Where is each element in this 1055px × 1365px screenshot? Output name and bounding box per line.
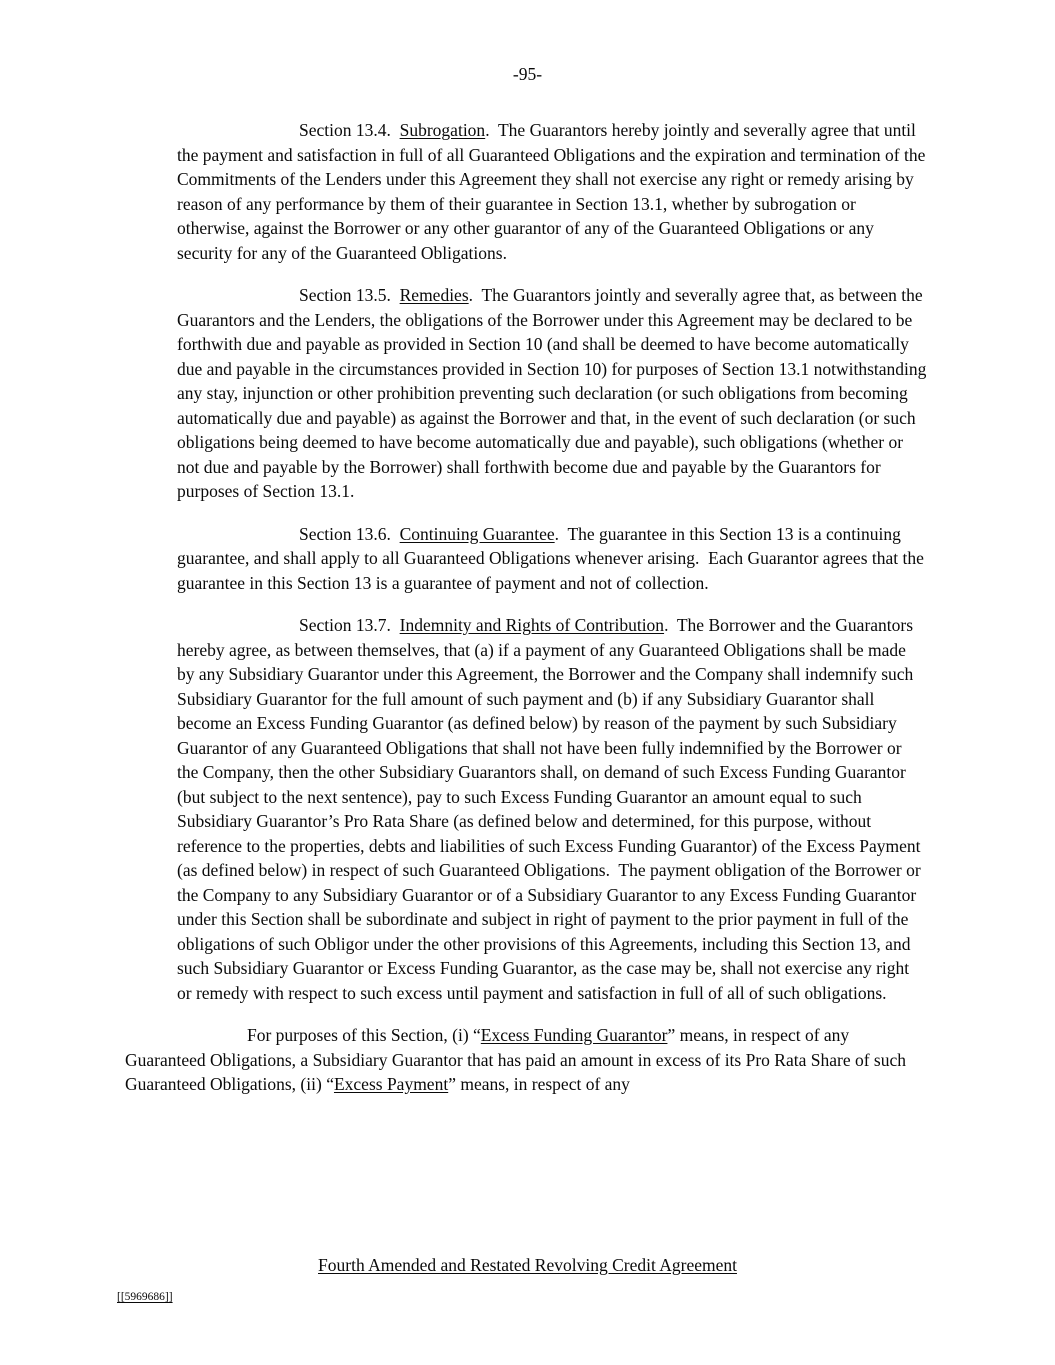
section-13-7-label: Section 13.7. — [299, 615, 400, 635]
section-13-6-paragraph — [177, 522, 927, 596]
footer-agreement-title-text: Fourth Amended and Restated Revolving Credit Agreement — [318, 1255, 737, 1275]
section-13-4-label: Section 13.4. — [299, 120, 400, 140]
section-13-5-label: Section 13.5. — [299, 285, 400, 305]
closing-paragraph — [125, 1023, 931, 1097]
closing-text-1: For purposes of this Section, (i) “ — [247, 1025, 481, 1045]
footer-agreement-title — [0, 1254, 1055, 1276]
page-number: -95- — [512, 64, 543, 84]
section-13-5-paragraph — [177, 283, 931, 504]
defined-term-excess-funding-guarantor: Excess Funding Guarantor — [480, 1025, 668, 1045]
section-13-6-label: Section 13.6. — [299, 523, 400, 544]
section-13-5-text: . The Guarantors jointly and severally agree that, as between the Guarantors and the Lenders, the obligations of the Borrower under this Agreement may be declared to be forthwith due and payable as provided in Section 10 (and shall be deemed to have become automatically due and payable in the circumstances provided in Section 10) for purposes of Section 13.1 notwithstanding any stay, injunction or other prohibition preventing such declaration (or such obligations from becoming automatically due and payable) as against the Borrower and that, in the event of such declaration (or such obligations being deemed to have become automatically due and payable), such obligations (whether or not due and payable by the Borrower) shall forthwith become due and payable by the Guarantors for purposes of Section 13.1. — [177, 285, 931, 501]
section-13-7-text: . The Borrower and the Guarantors hereby agree, as between themselves, that (a) if a payment of any Guaranteed Obligations shall be made by any Subsidiary Guarantor under this Agreement, the Borrower and the Company shall indemnify such Subsidiary Guarantor for the full amount of such payment and (b) if any Subsidiary Guarantor shall become an Excess Funding Guarantor (as defined below) by reason of the payment by such Subsidiary Guarantor of any Guaranteed Obligations that shall not have been fully indemnified by the Borrower or the Company, then the other Subsidiary Guarantors shall, on demand of such Excess Funding Guarantor (but subject to the next sentence), pay to such Excess Funding Guarantor an amount equal to such Subsidiary Guarantor’s Pro Rata Share (as defined below and determined, for this purpose, without reference to the properties, debts and liabilities of such Excess Funding Guarantor) of the Excess Payment (as defined below) in respect of such Guaranteed Obligations. The payment obligation of the Borrower or the Company to any Subsidiary Guarantor or of a Subsidiary Guarantor to any Excess Funding Guarantor under this Section shall be subordinate and subject in right of payment to the prior payment in full of the obligations of such Obligor under the other provisions of this Agreements, including this Section 13, and such Subsidiary Guarantor or Excess Funding Guarantor, as the case may be, shall not exercise any right or remedy with respect to such excess until payment and satisfaction in full of all of such obligations. — [177, 615, 926, 1003]
section-13-5-heading: Remedies — [399, 285, 469, 305]
section-13-4-heading: Subrogation — [399, 120, 486, 140]
document-id-text: [[5969686]] — [117, 1291, 173, 1303]
document-body — [125, 118, 931, 1097]
section-13-7-heading: Indemnity and Rights of Contribution — [399, 615, 665, 635]
closing-text-3: ” means, in respect of any — [448, 1074, 630, 1094]
document-id — [117, 1290, 173, 1304]
section-13-4-text: . The Guarantors hereby jointly and severally agree that until the payment and satisfaction in full of all Guaranteed Obligations and the expiration and termination of the Commitments of the Lenders under this Agreement they shall not exercise any right or remedy arising by reason of any performance by them of their guarantee in Section 13.1, whether by subrogation or otherwise, against the Borrower or any other guarantor of any of the Guaranteed Obligations or any security for any of the Guaranteed Obligations. — [177, 120, 930, 263]
defined-term-excess-payment: Excess Payment — [333, 1074, 449, 1094]
section-13-6-heading: Continuing Guarantee — [399, 523, 555, 544]
closing-text-2: ” means, in respect of any Guaranteed Obligations, a Subsidiary Guarantor that has paid an amount in excess of its Pro Rata Share of such Guaranteed Obligations, (ii) “ — [125, 1025, 911, 1094]
section-13-4-paragraph — [177, 118, 930, 265]
section-13-7-paragraph — [177, 613, 927, 1005]
section-13-6-text: . The guarantee in this Section 13 is a continuing guarantee, and shall apply to all Guaranteed Obligations whenever arising. Each Guarantor agrees that the guarantee in this Section 13 is a guarantee of payment and not of collection. — [177, 523, 929, 593]
